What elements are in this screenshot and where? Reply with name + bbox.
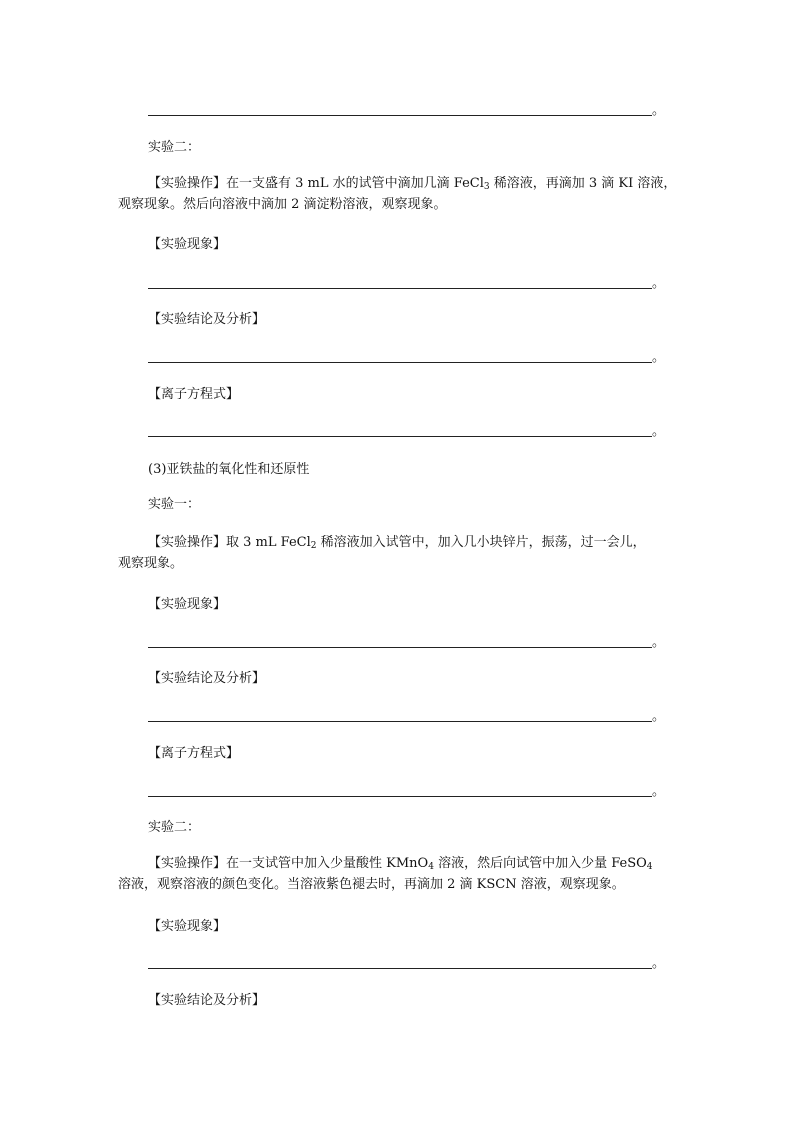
heading-observation: 【实验现象】	[148, 919, 227, 934]
exp-label: 实验二：	[148, 820, 201, 835]
procedure-paragraph: 【实验操作】在一支试管中加入少量酸性 KMnO$_4$ 溶液，然后向试管中加入少量 FeSO$_4$ 溶液，观察溶液的颜色变化。当溶液紫色褪去时，再滴加 2 滴 KSCN 溶液，观察现象。	[118, 856, 653, 892]
answer-line-2[interactable]	[148, 288, 652, 289]
heading-procedure: 【实验操作】	[148, 535, 227, 550]
period: 。	[652, 276, 666, 291]
heading-conclusion: 【实验结论及分析】	[148, 993, 266, 1008]
answer-line-6[interactable]	[148, 721, 652, 722]
period: 。	[652, 103, 666, 118]
period: 。	[652, 709, 666, 724]
procedure-paragraph: 【实验操作】在一支盛有 3 mL 水的试管中滴加几滴 FeCl$_3$ 稀溶液，再滴加 3 滴 KI 溶液， 观察现象。然后向溶液中滴加 2 滴淀粉溶液，观察现象。	[118, 176, 677, 212]
period: 。	[652, 956, 666, 971]
period: 。	[652, 424, 666, 439]
answer-line-3[interactable]	[148, 362, 652, 363]
period: 。	[652, 784, 666, 799]
heading-procedure: 【实验操作】	[148, 176, 227, 191]
answer-line-7[interactable]	[148, 796, 652, 797]
answer-line-8[interactable]	[148, 968, 652, 969]
heading-ion-equation: 【离子方程式】	[148, 387, 240, 402]
heading-conclusion: 【实验结论及分析】	[148, 671, 266, 686]
period: 。	[652, 635, 666, 650]
procedure-paragraph: 【实验操作】取 3 mL FeCl$_2$ 稀溶液加入试管中，加入几小块锌片，振荡，过一会儿， 观察现象。	[118, 535, 646, 571]
answer-line-1[interactable]	[148, 115, 652, 116]
heading-procedure: 【实验操作】	[148, 856, 227, 871]
heading-observation: 【实验现象】	[148, 597, 227, 612]
section-title: (3)亚铁盐的氧化性和还原性	[148, 462, 310, 477]
heading-observation: 【实验现象】	[148, 237, 227, 252]
heading-ion-equation: 【离子方程式】	[148, 746, 240, 761]
heading-conclusion: 【实验结论及分析】	[148, 312, 266, 327]
exp-label: 实验二：	[148, 140, 201, 155]
answer-line-5[interactable]	[148, 647, 652, 648]
exp-label: 实验一：	[148, 497, 201, 512]
answer-line-4[interactable]	[148, 436, 652, 437]
period: 。	[652, 350, 666, 365]
